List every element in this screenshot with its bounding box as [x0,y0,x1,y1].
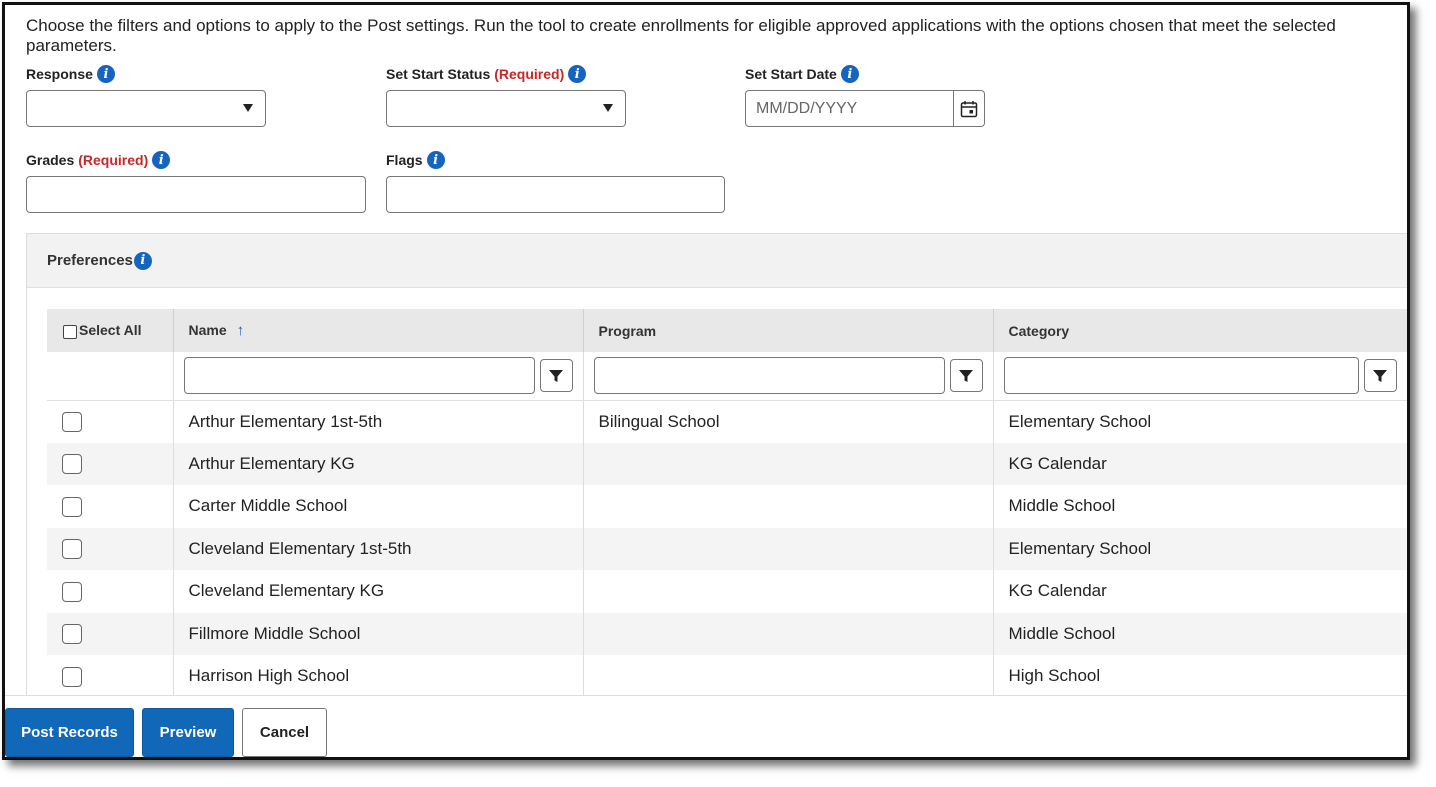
preferences-header [27,234,1410,288]
sort-ascending-icon[interactable]: ↑ [236,322,245,339]
name-column-label: Name [188,322,227,338]
filter-icon[interactable] [540,359,573,392]
response-select[interactable] [26,90,266,127]
category-filter-cell [993,352,1407,400]
row-program [583,443,993,486]
post-tool-panel [2,2,1410,760]
grades-input[interactable] [26,176,366,213]
table-row[interactable] [47,400,1407,443]
row-checkbox[interactable] [62,624,82,644]
row-checkbox[interactable] [62,412,82,432]
info-icon[interactable]: i [134,252,152,270]
row-category: Middle School [993,613,1407,656]
row-category: Elementary School [993,400,1407,443]
required-marker: (Required) [494,66,565,82]
cancel-button[interactable]: Cancel [242,708,327,757]
select-all-checkbox[interactable] [63,325,77,339]
row-category: Elementary School [993,528,1407,571]
table-row[interactable] [47,485,1407,528]
category-column-header[interactable] [993,309,1407,352]
calendar-icon[interactable] [953,91,984,126]
program-filter-cell [583,352,993,400]
grades-label-text: Grades [26,152,75,168]
row-checkbox[interactable] [62,582,82,602]
start-status-label-text: Set Start Status [386,66,491,82]
row-program [583,528,993,571]
start-date-label [745,65,859,83]
preview-button[interactable]: Preview [142,708,234,757]
table-row[interactable] [47,443,1407,486]
row-category: High School [993,655,1407,698]
row-program [583,655,993,698]
row-checkbox[interactable] [62,539,82,559]
filter-icon[interactable] [950,359,983,392]
table-row[interactable] [47,570,1407,613]
start-date-field [745,90,985,127]
response-label-text: Response [26,66,93,82]
info-icon[interactable]: i [97,65,115,83]
row-checkbox[interactable] [62,667,82,687]
row-category: KG Calendar [993,443,1407,486]
row-program [583,613,993,656]
filter-cell-empty [47,352,173,400]
row-name: Fillmore Middle School [173,613,583,656]
row-program [583,570,993,613]
grades-label [26,151,170,169]
row-name: Carter Middle School [173,485,583,528]
row-name: Cleveland Elementary KG [173,570,583,613]
required-marker: (Required) [78,152,149,168]
program-filter-input[interactable] [594,357,945,394]
row-name: Arthur Elementary KG [173,443,583,486]
table-row[interactable] [47,655,1407,698]
row-category: Middle School [993,485,1407,528]
flags-input[interactable] [386,176,725,213]
filter-icon[interactable] [1364,359,1397,392]
flags-label-text: Flags [386,152,423,168]
select-all-label: Select All [79,322,142,339]
program-column-header[interactable] [583,309,993,352]
row-checkbox[interactable] [62,454,82,474]
table-row[interactable] [47,528,1407,571]
preferences-table [47,309,1408,698]
flags-label [386,151,445,169]
info-icon[interactable]: i [152,151,170,169]
category-filter-input[interactable] [1004,357,1359,394]
info-icon[interactable]: i [427,151,445,169]
preferences-title: Preferences [47,252,133,269]
row-name: Arthur Elementary 1st-5th [173,400,583,443]
name-column-header[interactable] [173,309,583,352]
intro-text: Choose the filters and options to apply to the Post settings. Run the tool to create enrollments for eligible approved applications with the options chosen that meet the selected parameters. [26,16,1336,55]
info-icon[interactable]: i [841,65,859,83]
chevron-down-icon [603,104,613,112]
row-program [583,485,993,528]
table-row[interactable] [47,613,1407,656]
action-bar [5,695,1410,760]
start-status-select[interactable] [386,90,626,127]
name-filter-input[interactable] [184,357,535,394]
select-all-header[interactable] [47,309,173,352]
response-label [26,65,115,83]
info-icon[interactable]: i [568,65,586,83]
start-date-input[interactable] [746,91,951,126]
row-name: Cleveland Elementary 1st-5th [173,528,583,571]
row-program: Bilingual School [583,400,993,443]
row-checkbox[interactable] [62,497,82,517]
chevron-down-icon [243,104,253,112]
preferences-panel [26,233,1410,703]
start-status-label [386,65,586,83]
row-name: Harrison High School [173,655,583,698]
name-filter-cell [173,352,583,400]
program-column-label: Program [598,322,657,339]
category-column-label: Category [1008,322,1070,339]
row-category: KG Calendar [993,570,1407,613]
filter-row [47,352,1407,400]
post-records-button[interactable]: Post Records [5,708,134,757]
start-date-label-text: Set Start Date [745,66,837,82]
